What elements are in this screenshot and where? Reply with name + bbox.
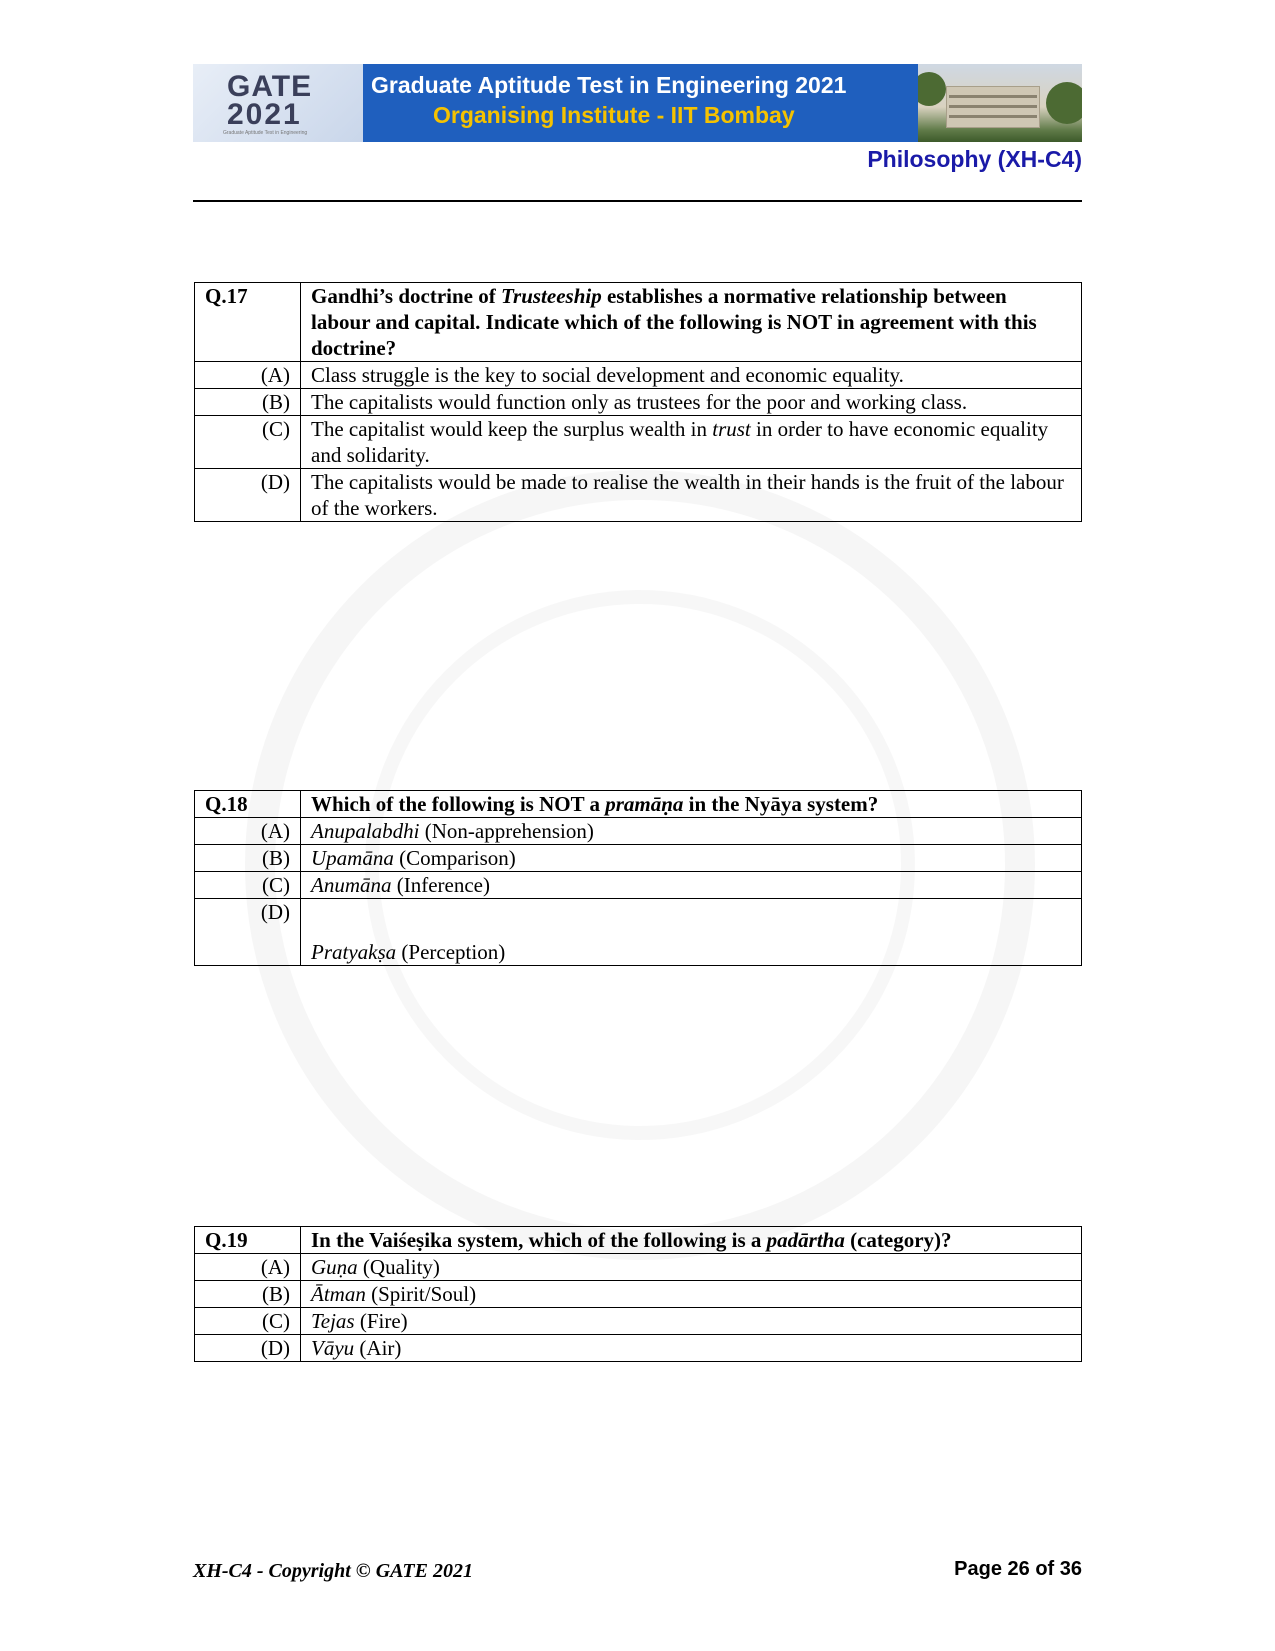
question-17-table: [194, 282, 1082, 522]
option-label: (A): [195, 818, 301, 845]
option-label: (D): [195, 899, 301, 966]
option-label: (A): [195, 1254, 301, 1281]
option-text: The capitalists would be made to realise the wealth in their hands is the fruit of the labour of the workers.: [301, 469, 1082, 522]
option-label: (D): [195, 1335, 301, 1362]
option-text: Tejas (Fire): [301, 1308, 1082, 1335]
footer-copyright: XH-C4 - Copyright © GATE 2021: [193, 1560, 473, 1582]
campus-photo: [918, 64, 1082, 142]
question-stem: Which of the following is NOT a pramāṇa in the Nyāya system?: [301, 791, 1082, 818]
option-text: Anumāna (Inference): [301, 872, 1082, 899]
banner-title-line1: Graduate Aptitude Test in Engineering 2021: [371, 72, 847, 98]
option-label: (B): [195, 389, 301, 416]
option-text: Pratyakṣa (Perception): [301, 899, 1082, 966]
question-19-table: [194, 1226, 1082, 1362]
tree-image: [1046, 82, 1082, 124]
footer-page-number: Page 26 of 36: [954, 1558, 1082, 1580]
option-text: The capitalists would function only as trustees for the poor and working class.: [301, 389, 1082, 416]
gate-logo: [193, 64, 363, 142]
option-text: The capitalist would keep the surplus wealth in trust in order to have economic equality and solidarity.: [301, 416, 1082, 469]
option-label: (D): [195, 469, 301, 522]
option-text: Ātman (Spirit/Soul): [301, 1281, 1082, 1308]
option-text: Vāyu (Air): [301, 1335, 1082, 1362]
option-text: Anupalabdhi (Non-apprehension): [301, 818, 1082, 845]
option-text: Guṇa (Quality): [301, 1254, 1082, 1281]
question-stem: In the Vaiśeṣika system, which of the following is a padārtha (category)?: [301, 1227, 1082, 1254]
logo-tagline: Graduate Aptitude Test in Engineering: [223, 130, 308, 136]
option-label: (B): [195, 1281, 301, 1308]
option-label: (A): [195, 362, 301, 389]
question-18-table: [194, 790, 1082, 966]
banner-title-line2: Organising Institute - IIT Bombay: [433, 102, 795, 128]
option-text: Upamāna (Comparison): [301, 845, 1082, 872]
option-label: (C): [195, 872, 301, 899]
building-image: [946, 86, 1040, 128]
option-text: Class struggle is the key to social development and economic equality.: [301, 362, 1082, 389]
option-label: (C): [195, 1308, 301, 1335]
question-number: Q.18: [195, 791, 301, 818]
logo-line1: GATE: [227, 70, 313, 103]
header-banner: [193, 64, 1082, 142]
question-stem: Gandhi’s doctrine of Trusteeship establishes a normative relationship between labour and capital. Indicate which of the following is NOT in agreement with this doctrine?: [301, 283, 1082, 362]
logo-line2: 2021: [227, 98, 302, 131]
option-label: (B): [195, 845, 301, 872]
option-label: (C): [195, 416, 301, 469]
question-number: Q.17: [195, 283, 301, 362]
header-divider: [193, 200, 1082, 202]
tree-image: [918, 72, 946, 106]
subject-title: Philosophy (XH-C4): [867, 146, 1082, 172]
banner-title: [363, 64, 918, 142]
question-number: Q.19: [195, 1227, 301, 1254]
